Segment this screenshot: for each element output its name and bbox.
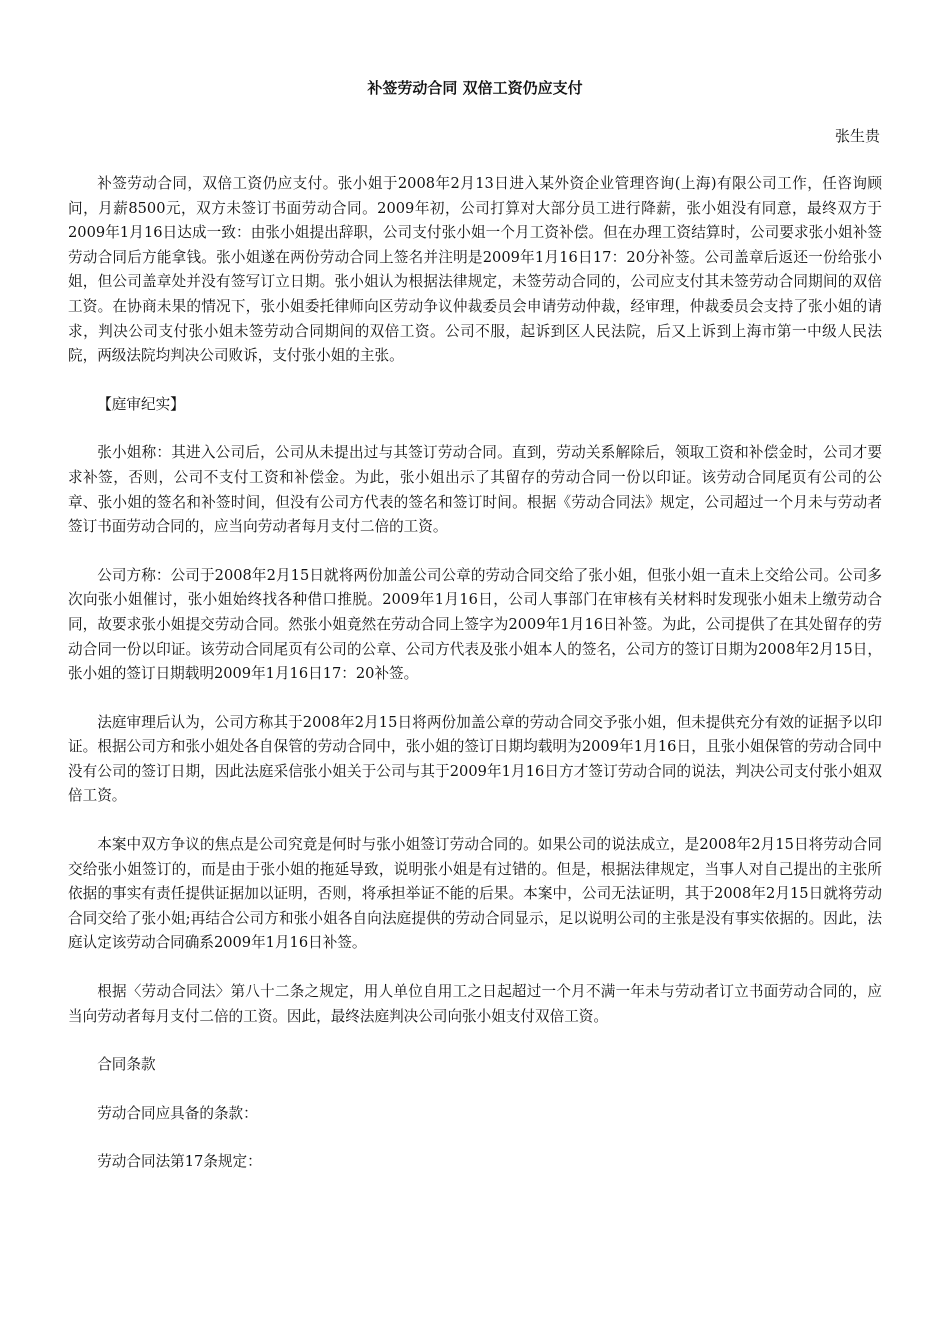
paragraph-court-finding: 法庭审理后认为，公司方称其于2008年2月15日将两份加盖公章的劳动合同交予张小姐，但未提供充分有效的证据予以印证。根据公司方和张小姐处各自保管的劳动合同中，张小姐的签订日期均载明为2009年1月16日，且张小姐保管的劳动合同中没有公司的签订日期，因此法庭采信张小姐关于公司与其于2009年1月16日方才签订劳动合同的说法，判决公司支付张小姐双倍工资。	[68, 713, 882, 805]
paragraph-legal-basis: 根据〈劳动合同法〉第八十二条之规定，用人单位自用工之日起超过一个月不满一年未与劳动者订立书面劳动合同的，应当向劳动者每月支付二倍的工资。因此，最终法庭判决公司向张小姐支付双倍工资。	[68, 983, 882, 1025]
document-title: 补签劳动合同 双倍工资仍应支付	[367, 79, 583, 97]
document-author: 张生贵	[834, 127, 880, 145]
paragraph-required-terms: 劳动合同应具备的条款：	[97, 1104, 258, 1122]
section-heading-trial-record: 【庭审纪实】	[97, 395, 185, 413]
paragraph-case-summary: 补签劳动合同，双倍工资仍应支付。张小姐于2008年2月13日进入某外资企业管理咨询(上海)有限公司工作，任咨询顾问，月薪8500元，双方未签订书面劳动合同。2009年初，公司打算对大部分员工进行降薪，张小姐没有同意，最终双方于2009年1月16日达成一致：由张小姐提出辞职，公司支付张小姐一个月工资补偿。但在办理工资结算时，公司要求张小姐补签劳动合同后方能拿钱。张小姐遂在两份劳动合同上签名并注明是2009年1月16日17：20分补签。公司盖章后返还一份给张小姐，但公司盖章处并没有签写订立日期。张小姐认为根据法律规定，未签劳动合同的，公司应支付其未签劳动合同期间的双倍工资。在协商未果的情况下，张小姐委托律师向区劳动争议仲裁委员会申请劳动仲裁，经审理，仲裁委员会支持了张小姐的请求，判决公司支付张小姐未签劳动合同期间的双倍工资。公司不服，起诉到区人民法院，后又上诉到上海市第一中级人民法院，两级法院均判决公司败诉，支付张小姐的主张。	[68, 175, 882, 365]
paragraph-company-statement: 公司方称：公司于2008年2月15日就将两份加盖公司公章的劳动合同交给了张小姐，但张小姐一直未上交给公司。公司多次向张小姐催讨，张小姐始终找各种借口推脱。2009年1月16日，公司人事部门在审核有关材料时发现张小姐未上缴劳动合同，故要求张小姐提交劳动合同。然张小姐竟然在劳动合同上签字为2009年1月16日补签。为此，公司提供了在其处留存的劳动合同一份以印证。该劳动合同尾页有公司的公章、公司方代表及张小姐本人的签名，公司方的签订日期为2008年2月15日，张小姐的签订日期载明2009年1月16日17：20补签。	[68, 566, 882, 683]
paragraph-dispute-focus: 本案中双方争议的焦点是公司究竟是何时与张小姐签订劳动合同的。如果公司的说法成立，是2008年2月15日将劳动合同交给张小姐签订的，而是由于张小姐的拖延导致，说明张小姐是有过错的。但是，根据法律规定，当事人对自己提出的主张所依据的事实有责任提供证据加以证明，否则，将承担举证不能的后果。本案中，公司无法证明，其于2008年2月15日就将劳动合同交给了张小姐;再结合公司方和张小姐各自向法庭提供的劳动合同显示，足以说明公司的主张是没有事实依据的。因此，法庭认定该劳动合同确系2009年1月16日补签。	[68, 836, 882, 952]
document-body	[68, 172, 882, 1199]
section-heading-contract-terms: 合同条款	[97, 1056, 156, 1074]
paragraph-plaintiff-statement: 张小姐称：其进入公司后，公司从未提出过与其签订劳动合同。直到，劳动关系解除后，领取工资和补偿金时，公司才要求补签，否则，公司不支付工资和补偿金。为此，张小姐出示了其留存的劳动合同一份以印证。该劳动合同尾页有公司的公章、张小姐的签名和补签时间，但没有公司方代表的签名和签订时间。根据《劳动合同法》规定，公司超过一个月未与劳动者签订书面劳动合同的，应当向劳动者每月支付二倍的工资。	[68, 444, 882, 536]
paragraph-article-17: 劳动合同法第17条规定：	[97, 1153, 262, 1171]
